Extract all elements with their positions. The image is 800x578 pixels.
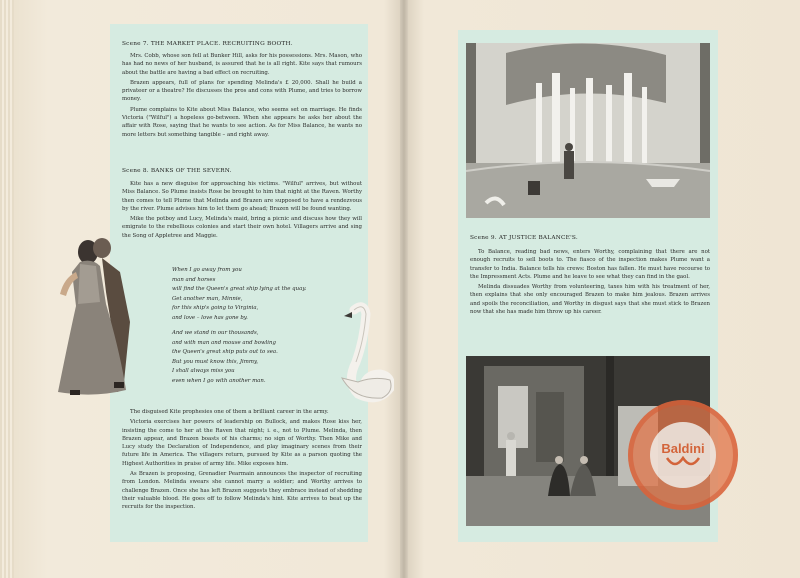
scene9-text [470, 248, 710, 316]
verse-line: Get another man, Minnie, [172, 295, 243, 302]
scene8-paragraph: The disguised Kite prophesies one of them a brilliant career in the army. [130, 409, 329, 415]
scene8-text [122, 180, 362, 240]
stamp-ring [628, 400, 738, 510]
verse-line: I shall always miss you [172, 368, 235, 374]
stage-photo-forest [466, 43, 710, 218]
verse-line: even when I go with another man. [172, 377, 266, 384]
scene8-heading: Scene 8. BANKS OF THE SEVERN. [122, 168, 232, 174]
stamp-text: Baldini [661, 440, 705, 456]
book-gutter [400, 0, 408, 578]
verse-line: and love – love has gone by. [172, 314, 248, 321]
verse-line: the Queen's great ship puts out to sea. [172, 349, 278, 355]
verse-line: will find the Queen's great ship lying at the quay. [172, 286, 307, 292]
scene7-paragraph: Plume complains to Kite about Miss Balance, who seems set on marriage. He finds Victoria ("Wilful") a hopeless go-between. When she appears he asks her about the affair with Rose, saying that he wants to see action. As for Miss Balance, he wants no more letters but something tangible – and right away. [122, 106, 362, 138]
baldini-watermark-stamp [628, 400, 738, 510]
verse-line: But you must know this, Jimmy, [172, 358, 259, 365]
verse-line: man and horses [172, 276, 216, 283]
scene7-paragraph: Mrs. Cobb, whose son fell at Bunker Hill, asks for his possessions. Mrs. Mason, who has had no news of her husband, is assured that he is all right. Kite says that rumours about the battle are having a bad effect on recruiting. [122, 53, 362, 76]
scene8-paragraph: Kite has a new disguise for approaching his victims. "Wilful" arrives, but without Miss Balance. So Plume insists Rose be brought to him that night at the Raven. Worthy then comes to tell Plume that Melinda and Brazen are supposed to have a rendezvous by the river. Plume advises him to let them go ahead; Brazen will be found wanting. [122, 181, 362, 212]
scene9-heading: Scene 9. AT JUSTICE BALANCE'S. [470, 235, 578, 241]
verse-line: and with man and mouse and bowling [172, 339, 276, 346]
verse-line: for this ship's going to Virginia, [172, 305, 259, 311]
scene7-paragraph: Brazen appears, full of plans for spending Melinda's £ 20,000. Shall he build a privateer or a theatre? He discusses the pros and cons with Plume, and tries to borrow money. [122, 79, 362, 103]
page-edges [0, 0, 14, 578]
song-verse [172, 266, 342, 386]
couple-cutout-illustration [50, 232, 145, 402]
scene7-heading: Scene 7. THE MARKET PLACE. RECRUITING BOOTH. [122, 41, 293, 47]
scene8-paragraph: Mike the potboy and Lucy, Melinda's maid, bring a picnic and discuss how they will emigrate to the rebellious colonies and start their own hotel. Villagers arrive and sing the Song of Appletree and Maggie. [122, 216, 362, 239]
forest-stage-scene [466, 43, 710, 218]
verse-line: And we stand in our thousands, [172, 330, 259, 336]
scene9-paragraph: Melinda dissuades Worthy from volunteering, taxes him with his treatment of her, then explains that she only encouraged Brazen to make him jealous. Brazen arrives and spoils the reconciliation, and Worthy in disgust says that she must stick to Brazen now that she has made him throw up his career. [470, 284, 710, 316]
scene9-paragraph: To Balance, reading bad news, enters Worthy, complaining that there are not enough recruits to sell boots to. The fiasco of the inspection makes Plume want a transfer to India. Balance tells his crews: Boston has fallen. He must have recourse to the Impressment Acts. Plume and he leave to see what they can find in the gaol. [470, 249, 710, 280]
scene8-text-continued [122, 408, 362, 512]
swan-illustration [334, 300, 394, 405]
scene8-paragraph: As Brazen is proposing, Grenadier Pearmain announces the inspector of recruiting from London. Melinda swears she cannot marry a soldier; and Worthy arrives to challenge Brazen. Once she has left Brazen suggests they embrace instead of shedding their valuable blood. He goes off to follow Melinda's hint. Kite arrives to beat up the recruits for the inspection. [122, 471, 362, 511]
verse-line: When I go away from you [172, 267, 242, 273]
scene8-paragraph: Victoria exercises her powers of leadership on Bullock, and makes Rose kiss her, insisting the come to her at the Raven that night; i. e., not to Plume. Melinda, then Brazen appear, and Brazen boasts of his charms; no sign of Worthy. Then Mike and Lucy study the Declaration of Independence, and play imaginary scenes from their future life in America. The villagers return, pursued by Kite as a parson quoting the Highest Authorities in praise of army life. Mike exposes him. [122, 419, 362, 467]
scene7-text [122, 52, 362, 139]
